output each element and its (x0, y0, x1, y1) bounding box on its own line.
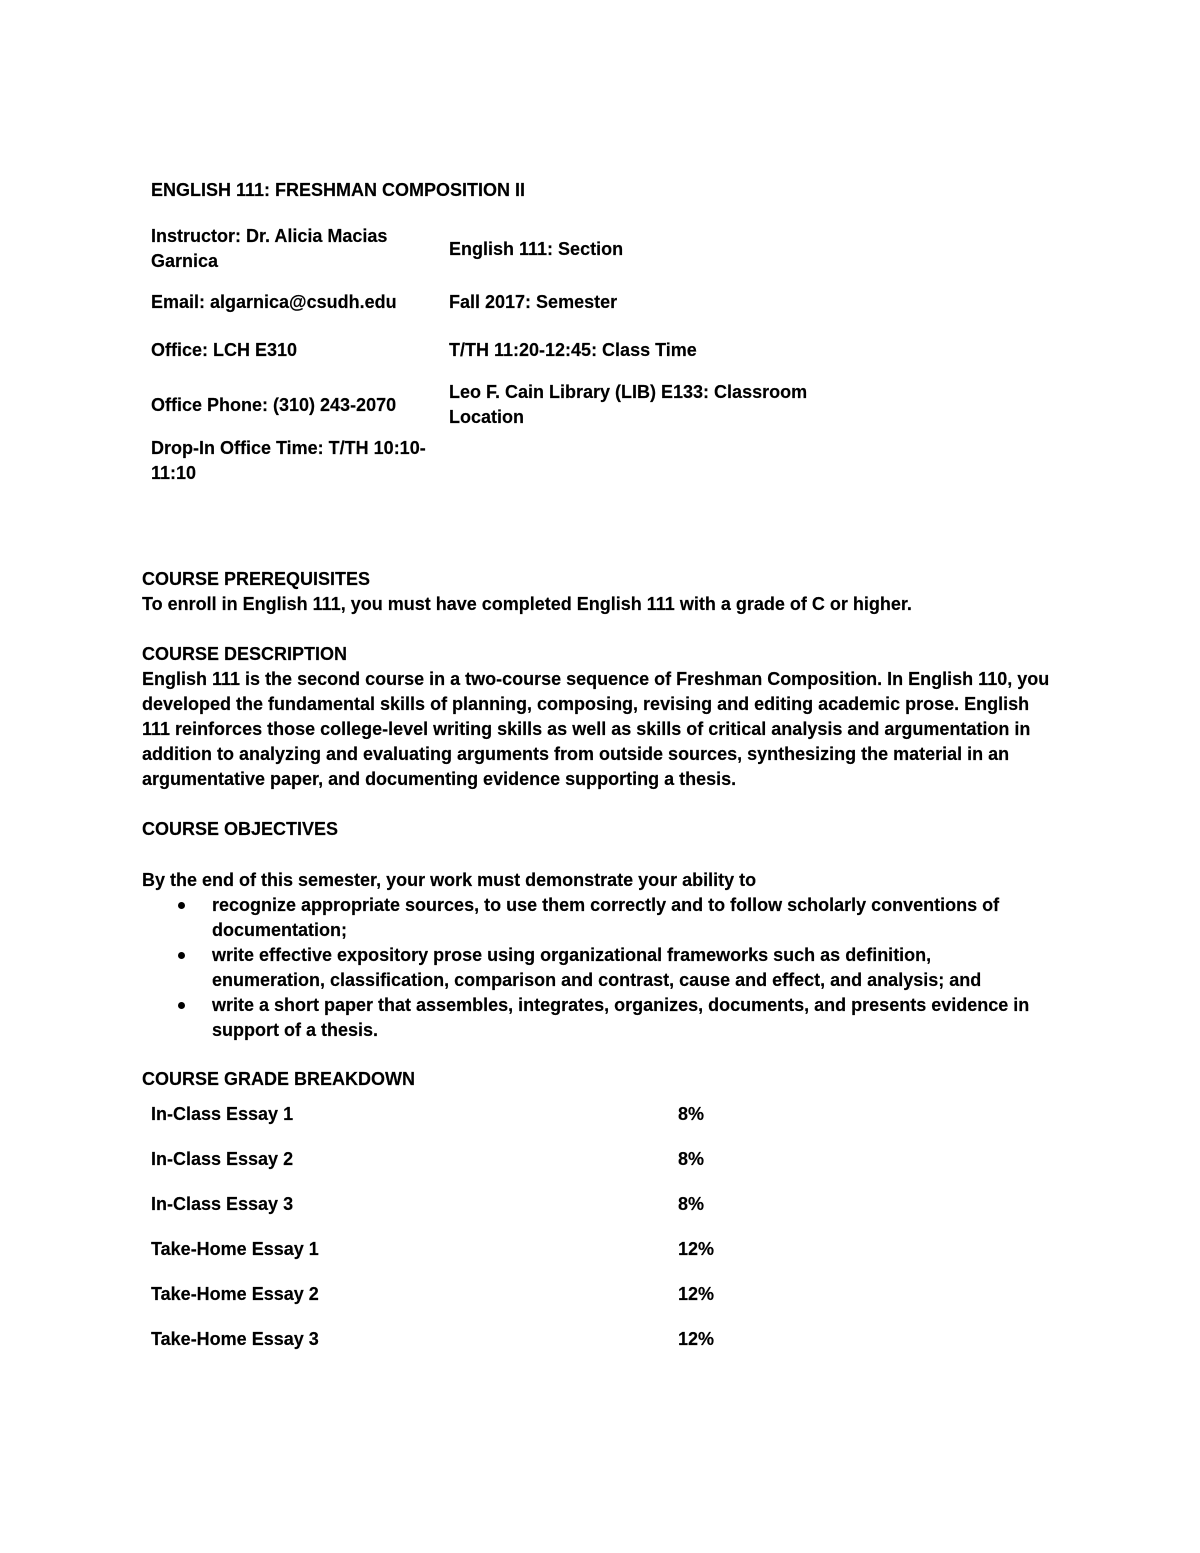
class-time-label: T/TH 11:20-12:45: Class Time (449, 339, 697, 360)
list-item (142, 893, 1042, 943)
bullet-icon (178, 1002, 185, 1009)
info-row (151, 328, 851, 372)
objective-text: write a short paper that assembles, integrates, organizes, documents, and presents evidence in support of a thesis. (212, 995, 1030, 1040)
grades-heading: COURSE GRADE BREAKDOWN (142, 1069, 416, 1089)
table-row (151, 1282, 851, 1327)
description-heading: COURSE DESCRIPTION (142, 644, 348, 664)
grade-item-weight: 12% (678, 1284, 715, 1304)
grade-item-name: In-Class Essay 2 (151, 1149, 294, 1169)
semester-label: Fall 2017: Semester (449, 291, 618, 312)
grade-item-weight: 8% (678, 1149, 705, 1169)
grade-item-name: Take-Home Essay 2 (151, 1284, 319, 1304)
office-label: Office: LCH E310 (151, 339, 298, 360)
section-label: English 111: Section (449, 238, 624, 259)
grade-item-name: Take-Home Essay 3 (151, 1329, 319, 1349)
grade-item-weight: 12% (678, 1239, 715, 1259)
office-hours-label: Drop-In Office Time: T/TH 10:10-11:10 (151, 438, 426, 483)
grade-item-weight: 12% (678, 1329, 715, 1349)
grade-breakdown-table (151, 1102, 851, 1372)
grade-item-weight: 8% (678, 1194, 705, 1214)
objective-text: write effective expository prose using organizational frameworks such as definition, enumeration, classification, comparison and contrast, cause and effect, and analysis; and (212, 945, 982, 990)
info-row (151, 224, 851, 274)
prerequisites-section (142, 567, 1062, 617)
office-phone-label: Office Phone: (310) 243-2070 (151, 394, 397, 415)
grade-item-name: In-Class Essay 1 (151, 1104, 294, 1124)
info-row (151, 436, 851, 486)
table-row (151, 1147, 851, 1192)
bullet-icon (178, 952, 185, 959)
table-row (151, 1327, 851, 1372)
table-row (151, 1192, 851, 1237)
grade-item-weight: 8% (678, 1104, 705, 1124)
grade-item-name: Take-Home Essay 1 (151, 1239, 319, 1259)
table-row (151, 1237, 851, 1282)
info-row (151, 380, 851, 430)
objectives-heading: COURSE OBJECTIVES (142, 819, 339, 839)
bullet-icon (178, 902, 185, 909)
info-row (151, 280, 851, 324)
description-section (142, 642, 1062, 792)
grade-item-name: In-Class Essay 3 (151, 1194, 294, 1214)
table-row (151, 1102, 851, 1147)
list-item (142, 943, 1042, 993)
description-text: English 111 is the second course in a two-course sequence of Freshman Composition. In English 110, you developed the fundamental skills of planning, composing, revising and editing academic prose. English 111 reinforces those college-level writing skills as well as skills of critical analysis and argumentation in addition to analyzing and evaluating arguments from outside sources, synthesizing the material in an argumentative paper, and documenting evidence supporting a thesis. (142, 669, 1050, 789)
email-label: Email: algarnica@csudh.edu (151, 291, 397, 312)
classroom-location-label: Leo F. Cain Library (LIB) E133: Classroom Location (449, 382, 808, 427)
objectives-list (142, 893, 1042, 1043)
objective-text: recognize appropriate sources, to use them correctly and to follow scholarly conventions of documentation; (212, 895, 1000, 940)
course-info-table (151, 224, 851, 486)
instructor-label: Instructor: Dr. Alicia Macias Garnica (151, 226, 388, 271)
list-item (142, 993, 1042, 1043)
objectives-intro: By the end of this semester, your work must demonstrate your ability to (142, 870, 757, 890)
prerequisites-text: To enroll in English 111, you must have completed English 111 with a grade of C or higher. (142, 594, 912, 614)
document-title: ENGLISH 111: FRESHMAN COMPOSITION II (151, 180, 526, 200)
prerequisites-heading: COURSE PREREQUISITES (142, 569, 371, 589)
